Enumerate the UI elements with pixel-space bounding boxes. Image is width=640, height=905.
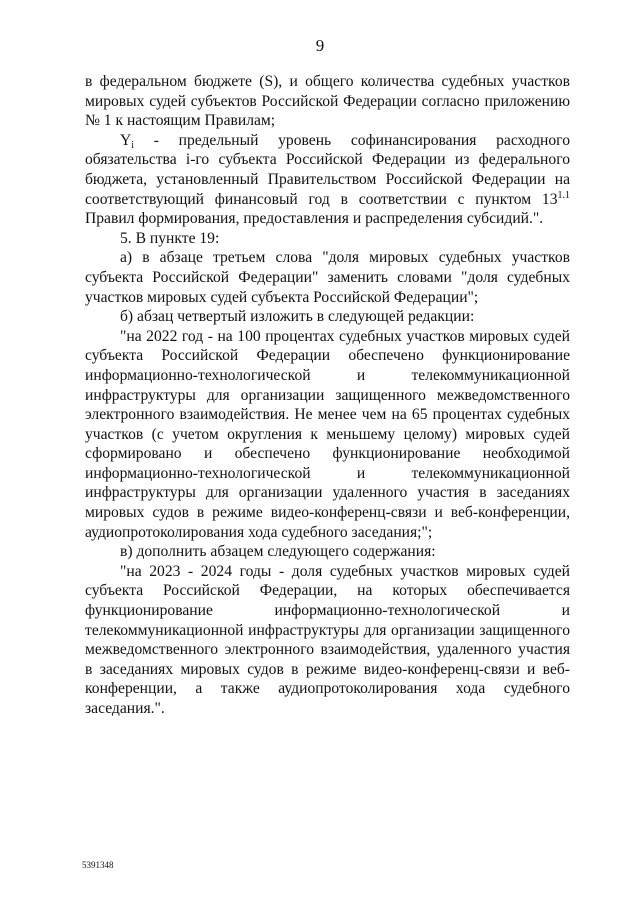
paragraph-item-b: б) абзац четвертый изложить в следующей редакции: <box>120 308 475 326</box>
paragraph-cofinancing-level <box>85 131 570 229</box>
paragraph-2022-target: "на 2022 год - на 100 процентах судебных участков мировых судей субъекта Российской Федерации обеспечено функционирование информационно-технологической и телекоммуникационной инфраструктуры для организации защищенного межведомственного электронного взаимодействия. Не менее чем на 65 процентах судебных участков (с учетом округления к меньшему целому) мировых судей сформировано и обеспечено функционирование необходимой информационно-технологической и телекоммуникационной инфраструктуры для организации удаленного участия в заседаниях мировых судов в режиме видео-конференц-связи и веб-конференции, аудиопротоколирования хода судебного заседания;"; <box>85 327 570 541</box>
page-number: 9 <box>315 36 325 55</box>
paragraph-budget-formula: в федеральном бюджете (S), и общего количества судебных участков мировых судей субъектов Российской Федерации согласно приложению № 1 к настоящим Правилам; <box>85 73 570 130</box>
cofinancing-text: - предельный уровень софинансирования расходного обязательства i-го субъекта Российской Федерации из федерального бюджета, установленный Правительством Российской Федерации на соответствующий финансовый год в соответствии с пунктом 13 <box>85 131 570 208</box>
paragraph-item-a: а) в абзаце третьем слова "доля мировых судебных участков субъекта Российской Федерации" заменить словами "доля судебных участков мировых судей субъекта Российской Федерации"; <box>85 249 570 306</box>
paragraph-2023-2024-target: "на 2023 - 2024 годы - доля судебных участков мировых судей субъекта Российской Федерации, на которых обеспечивается функционирование информационно-технологической и телекоммуникационной инфраструктуры для организации защищенного межведомственного электронного взаимодействия, удаленного участия в заседаниях мировых судов в режиме видео-конференц-связи и веб-конференции, а также аудиопротоколирования хода судебного заседания.". <box>85 562 570 717</box>
formula-symbol: Y <box>120 131 132 149</box>
document-code: 5391348 <box>82 860 114 870</box>
cofinancing-tail: Правил формирования, предоставления и распределения субсидий.". <box>85 210 544 228</box>
clause-superscript: 1.1 <box>557 189 570 201</box>
document-body <box>85 72 570 719</box>
formula-subscript: i <box>131 139 135 151</box>
paragraph-item-c: в) дополнить абзацем следующего содержания: <box>120 543 436 561</box>
paragraph-point-19: 5. В пункте 19: <box>120 229 220 247</box>
